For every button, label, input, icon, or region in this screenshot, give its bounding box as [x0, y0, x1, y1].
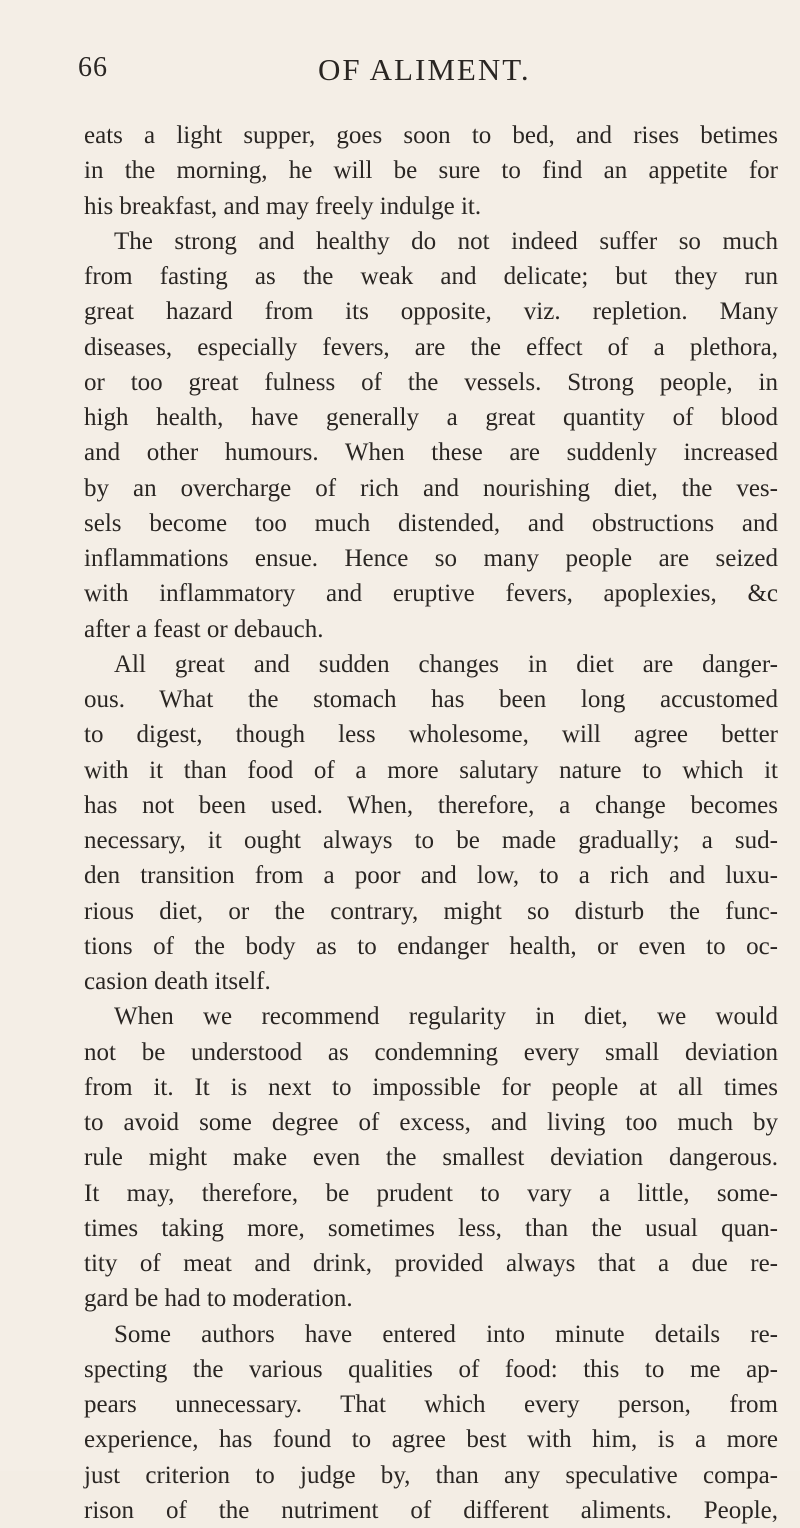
text-line: and other humours. When these are suddenly increased	[84, 439, 778, 467]
text-line: It may, therefore, be prudent to vary a little, some-	[84, 1179, 778, 1207]
body-text	[84, 118, 778, 1528]
running-head: OF ALIMENT.	[318, 52, 531, 87]
text-line: gard be had to moderation.	[84, 1285, 353, 1313]
text-line: just criterion to judge by, than any speculative compa-	[84, 1461, 778, 1489]
text-line: by an overcharge of rich and nourishing diet, the ves-	[84, 474, 778, 502]
text-line: specting the various qualities of food: this to me ap-	[84, 1355, 778, 1383]
text-line: with inflammatory and eruptive fevers, apoplexies, &c	[84, 580, 778, 608]
text-line: great hazard from its opposite, viz. repletion. Many	[84, 298, 778, 326]
text-line: or too great fulness of the vessels. Strong people, in	[84, 368, 778, 396]
text-line: tions of the body as to endanger health, or even to oc-	[84, 932, 778, 960]
text-line: his breakfast, and may freely indulge it.	[84, 192, 482, 220]
text-line: with it than food of a more salutary nature to which it	[84, 756, 778, 784]
text-line: in the morning, he will be sure to find an appetite for	[84, 157, 778, 185]
text-line: sels become too much distended, and obstructions and	[84, 509, 778, 537]
text-line: after a feast or debauch.	[84, 615, 324, 643]
text-line: has not been used. When, therefore, a change becomes	[84, 791, 778, 819]
text-line: rious diet, or the contrary, might so disturb the func-	[84, 897, 778, 925]
text-line: not be understood as condemning every small deviation	[84, 1038, 778, 1066]
text-line: high health, have generally a great quantity of blood	[84, 404, 778, 431]
text-line: to digest, though less wholesome, will agree better	[84, 721, 778, 749]
text-line: experience, has found to agree best with him, is a more	[84, 1426, 778, 1454]
text-line: rule might make even the smallest deviation dangerous.	[84, 1144, 778, 1172]
text-line: times taking more, sometimes less, than the usual quan-	[84, 1214, 778, 1242]
text-line: When we recommend regularity in diet, we would	[114, 1003, 778, 1031]
text-line: diseases, especially fevers, are the effect of a plethora,	[84, 333, 778, 361]
page-number: 66	[78, 52, 108, 83]
text-line: inflammations ensue. Hence so many people are seized	[84, 545, 778, 572]
text-line: Some authors have entered into minute details re-	[114, 1320, 778, 1348]
text-line: necessary, it ought always to be made gradually; a sud-	[84, 827, 778, 854]
text-line: The strong and healthy do not indeed suffer so much	[114, 227, 778, 255]
text-line: rison of the nutriment of different aliments. People,	[84, 1496, 778, 1524]
text-line: from fasting as the weak and delicate; but they run	[84, 263, 778, 290]
text-line: eats a light supper, goes soon to bed, and rises betimes	[84, 122, 778, 149]
text-line: to avoid some degree of excess, and living too much by	[84, 1109, 778, 1136]
text-line: All great and sudden changes in diet are danger-	[114, 650, 778, 678]
text-line: tity of meat and drink, provided always that a due re-	[84, 1250, 778, 1277]
text-line: from it. It is next to impossible for people at all times	[84, 1073, 778, 1101]
text-line: casion death itself.	[84, 968, 271, 995]
page-header	[0, 52, 800, 92]
text-line: pears unnecessary. That which every person, from	[84, 1391, 778, 1418]
text-line: den transition from a poor and low, to a rich and luxu-	[84, 862, 778, 890]
text-line: ous. What the stomach has been long accustomed	[84, 686, 778, 713]
